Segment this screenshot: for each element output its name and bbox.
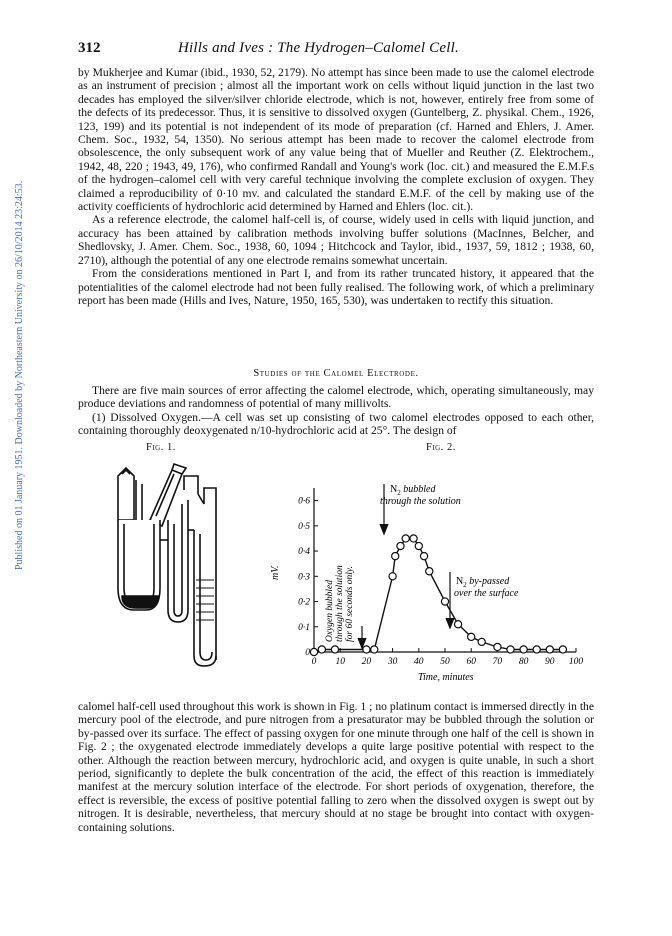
y-tick-label: 0 xyxy=(305,648,310,658)
oxygen-annotation-line1: Oxygen bubbled xyxy=(325,580,335,642)
data-point xyxy=(415,542,422,549)
data-point xyxy=(318,646,325,653)
y-tick-label: 0·3 xyxy=(298,572,310,583)
y-tick-label: 0·2 xyxy=(298,597,310,608)
data-point xyxy=(533,646,540,653)
x-tick-label: 50 xyxy=(440,657,450,667)
data-point xyxy=(426,568,433,575)
bypass-arrowhead xyxy=(446,618,454,628)
data-point xyxy=(494,643,501,650)
data-point xyxy=(441,598,448,605)
data-point xyxy=(410,535,417,542)
data-point xyxy=(520,646,527,653)
calomel-cell-drawing xyxy=(112,460,220,682)
paragraph-5: (1) Dissolved Oxygen.—A cell was set up consisting of two calomel electrodes opposed to each other, containing thoroughly deoxygenated n/10-hydrochloric acid at 25°. The design of xyxy=(78,410,594,438)
data-point xyxy=(397,542,404,549)
x-axis-label: Time, minutes xyxy=(418,672,474,683)
potential-time-chart xyxy=(270,474,588,684)
data-point xyxy=(468,633,475,640)
data-point xyxy=(478,638,485,645)
chart-svg xyxy=(270,474,588,684)
x-tick-label: 0 xyxy=(311,657,317,667)
y-tick-label: 0·4 xyxy=(298,547,310,558)
bypass-annotation-line1: $N_2$ by-passed xyxy=(456,576,510,589)
data-point xyxy=(402,535,409,542)
data-point xyxy=(559,646,566,653)
fig2-label: Fig. 2. xyxy=(426,442,456,453)
x-tick-label: 80 xyxy=(518,657,529,667)
x-tick-label: 60 xyxy=(466,657,476,667)
paragraph-2: As a reference electrode, the calomel half-cell is, of course, widely used in cells with liquid junction, and accuracy has been attained by calibration methods involving buffer solutions (MacInnes, Belcher, and Shedlovsky, J. Amer. Chem. Soc., 1938, 60, 1094 ; Hitchcock and Taylor, ibid., 1937, 59, 1812 ; 1938, 60, 2710), although the potential of any one electrode remains somewhat uncertain. xyxy=(78,213,594,267)
bypass-annotation-line2: over the surface xyxy=(454,588,519,599)
data-point xyxy=(363,646,370,653)
x-tick-label: 40 xyxy=(414,657,424,667)
data-point xyxy=(310,648,317,655)
download-notice xyxy=(4,150,25,570)
y-axis-label: mV. xyxy=(270,565,281,580)
data-point xyxy=(371,646,378,653)
download-notice-text: Published on 01 January 1951. Downloaded by Northeastern University on 26/10/2014 23:24:53. xyxy=(14,180,25,570)
arrows xyxy=(358,484,454,648)
section-heading: Studies of the Calomel Electrode. xyxy=(253,368,419,379)
calomel-cell-figure xyxy=(112,460,220,682)
y-tick-label: 0·5 xyxy=(298,521,310,532)
paragraph-6: calomel half-cell used throughout this work is shown in Fig. 1 ; no platinum contact is immersed directly in the mercury pool of the electrode, and pure nitrogen from a presaturator may be bubbled through the solution or by-passed over its surface. The effect of passing oxygen for one minute through one half of the cell is shown in Fig. 2 ; the oxygenated electrode immediately develops a quite large positive potential with respect to the other. Although the reaction between mercury, hydrochloric acid, and oxygen is quite unable, in such a short period, significantly to deplete the bulk concentration of the acid, the effect of this reaction is immediately manifest at the mercury solution interface of the electrode. For short periods of oxygenation, therefore, the effect is reversible, the excess of positive potential falling to zero when the dissolved oxygen is swept out by nitrogen. It is desirable, nevertheless, that mercury should at no stage be brought into contact with oxygen-containing solutions. xyxy=(78,700,594,834)
x-tick-label: 30 xyxy=(387,657,398,667)
data-point xyxy=(392,553,399,560)
paragraph-1: by Mukherjee and Kumar (ibid., 1930, 52, 2179). No attempt has since been made to use the calomel electrode as an instrument of precision ; almost all the important work on cells without liquid junction in the last two decades has employed the silver/silver chloride electrode, which is not, however, entirely free from some of the defects of its predecessor. Thus, it is sensitive to dissolved oxygen (Guntelberg, Z. physikal. Chem., 1926, 123, 199) and its potential is not independent of its mode of preparation (cf. Harned and Ehlers, J. Amer. Chem. Soc., 1932, 54, 1350). No serious attempt has been made to recover the calomel electrode from obsolescence, the only subsequent work of any value being that of Mueller and Reuther (Z. Elektrochem., 1942, 48, 220 ; 1943, 49, 176), who confirmed Randall and Young's work (loc. cit.) and measured the E.M.F.s of the hydrogen–calomel cell with very careful technique involving the complete exclusion of oxygen. They claimed a reproducibility of 0·10 mv. and calculated the standard E.M.F. of the cell by making use of the activity coefficients of hydrochloric acid determined by Harned and Ehlers (loc. cit.). xyxy=(78,66,594,214)
x-tick-label: 20 xyxy=(361,657,372,667)
data-point xyxy=(389,573,396,580)
bubbled-annotation-line1: $N_2$ bubbled xyxy=(390,484,436,497)
x-tick-label: 90 xyxy=(545,657,555,667)
data-point xyxy=(331,646,338,653)
data-point xyxy=(455,621,462,628)
running-title: Hills and Ives : The Hydrogen–Calomel Cell. xyxy=(178,40,459,56)
body-text-top xyxy=(78,66,594,307)
body-text-bottom xyxy=(78,700,594,834)
oxygen-annotation xyxy=(325,565,355,642)
paragraph-3: From the considerations mentioned in Part I, and from its rather truncated history, it appeared that the potentialities of the calomel electrode had not been fully realised. The following work, of which a preliminary report has been made (Hills and Ives, Nature, 1950, 165, 530), was undertaken to rectify this situation. xyxy=(78,267,594,307)
oxygen-annotation-line2: through the solution xyxy=(335,565,345,642)
oxygen-annotation-line3: for 60 seconds only. xyxy=(345,566,355,642)
y-tick-label: 0·1 xyxy=(298,622,310,633)
y-tick-label: 0·6 xyxy=(298,496,310,507)
page-header xyxy=(78,40,594,60)
data-point xyxy=(420,553,427,560)
paragraph-4: There are five main sources of error affecting the calomel electrode, which, operating simultaneously, may produce deviations and randomness of potential of many millivolts. xyxy=(78,384,594,411)
x-tick-label: 10 xyxy=(335,657,345,667)
data-point xyxy=(546,646,553,653)
x-tick-label: 100 xyxy=(568,657,584,667)
body-text-middle xyxy=(78,384,594,438)
data-point xyxy=(507,646,514,653)
bubbled-arrowhead xyxy=(380,524,388,534)
page-number: 312 xyxy=(78,40,101,56)
fig1-label: Fig. 1. xyxy=(146,442,176,453)
bubbled-annotation-line2: through the solution xyxy=(380,496,461,507)
x-tick-label: 70 xyxy=(492,657,503,667)
